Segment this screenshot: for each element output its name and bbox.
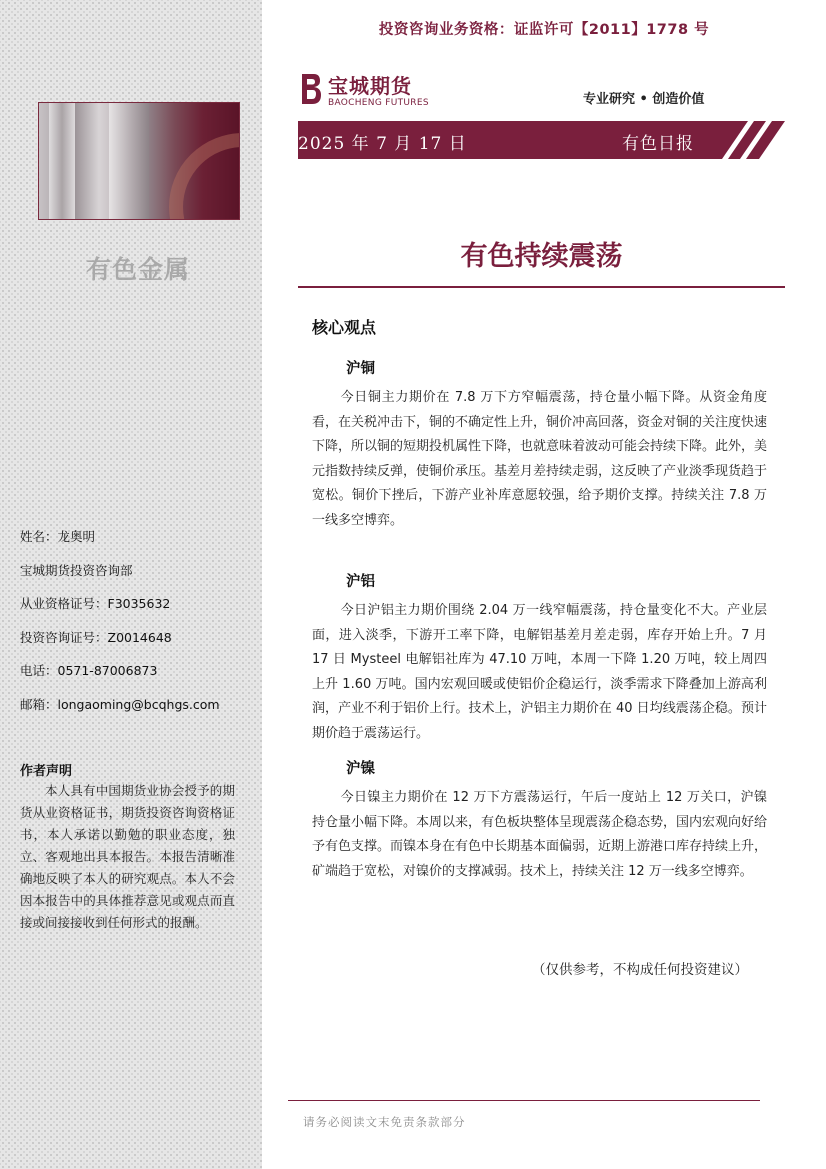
aluminum-text: 今日沪铝主力期价围绕 2.04 万一线窄幅震荡，持仓量变化不大。产业层面，进入淡季，下游开工率下降，电解铝基差月差走弱，库存开始上升。7 月 17 日 Mysteel 电解铝社库为 47.10 万吨，本周一下降 1.20 万吨，较上周四上升 1.60 万吨。国内宏观回暖或使铝价企稳运行，淡季需求下降叠加上游高利润，产业不利于铝价上行。技术上，沪铝主力期价在 40 日均线震荡企稳。预计期价趋于震荡运行。 (312, 603, 767, 741)
slogan: 专业研究 • 创造价值 (583, 92, 705, 107)
sidebar (0, 0, 262, 1169)
declaration-title: 作者声明 (20, 764, 73, 779)
logo-english-name: BAOCHENG FUTURES (328, 98, 429, 108)
company-logo (298, 70, 438, 114)
logo-mark-icon (298, 72, 322, 106)
nickel-heading: 沪镍 (346, 761, 375, 777)
date-banner (298, 121, 785, 159)
nickel-text: 今日镍主力期价在 12 万下方震荡运行，午后一度站上 12 万关口，沪镍持仓量小幅下降。本周以来，有色板块整体呈现震荡企稳态势，国内宏观向好给予有色支撑。而镍本身在有色中长期基本面偏弱，近期上游港口库存持续上升，矿端趋于宽松，对镍价的支撑减弱。技术上，持续关注 12 万一线多空博弈。 (312, 790, 768, 879)
logo-chinese-name: 宝城期货 (328, 74, 412, 98)
page-title: 有色持续震荡 (460, 241, 623, 272)
qualification-number: 从业资格证号：F3035632 (20, 596, 171, 611)
license-text: 投资咨询业务资格：证监许可【2011】1778 号 (378, 22, 710, 38)
report-date: 2025 年 7 月 17 日 (298, 134, 467, 154)
analyst-name: 姓名：龙奥明 (20, 529, 96, 544)
core-view-heading: 核心观点 (312, 318, 377, 337)
report-type: 有色日报 (622, 134, 694, 154)
aluminum-heading: 沪铝 (346, 574, 375, 590)
cover-image (38, 102, 240, 220)
footer-divider (288, 1100, 760, 1101)
analyst-contact (20, 527, 220, 728)
category-title: 有色金属 (85, 255, 190, 284)
disclaimer-note: （仅供参考，不构成任何投资建议） (532, 962, 748, 978)
footer-text: 请务必阅读文末免责条款部分 (303, 1115, 466, 1129)
copper-text: 今日铜主力期价在 7.8 万下方窄幅震荡，持仓量小幅下降。从资金角度看，在关税冲击下，铜的不确定性上升，铜价冲高回落，资金对铜的关注度快速下降，所以铜的短期投机属性下降，也就意味着波动可能会持续下降。此外，美元指数持续反弹，使铜价承压。基差月差持续走弱，这反映了产业淡季现货趋于宽松。铜价下挫后，下游产业补库意愿较强，给予期价支撑。持续关注 7.8 万一线多空博弈。 (312, 390, 768, 528)
copper-heading: 沪铜 (346, 361, 375, 377)
declaration-text: 本人具有中国期货业协会授予的期货从业资格证书，期货投资咨询资格证书，本人承诺以勤勉的职业态度，独立、客观地出具本报告。本报告清晰准确地反映了本人的研究观点。本人不会因本报告中的具体推荐意见或观点而直接或间接接收到任何形式的报酬。 (20, 783, 235, 930)
title-divider (298, 286, 785, 288)
analyst-department: 宝城期货投资咨询部 (20, 562, 133, 578)
consulting-number: 投资咨询证号：Z0014648 (20, 629, 172, 645)
phone-number: 电话：0571-87006873 (20, 663, 158, 678)
email-address: 邮箱：longaoming@bcqhgs.com (20, 696, 220, 712)
